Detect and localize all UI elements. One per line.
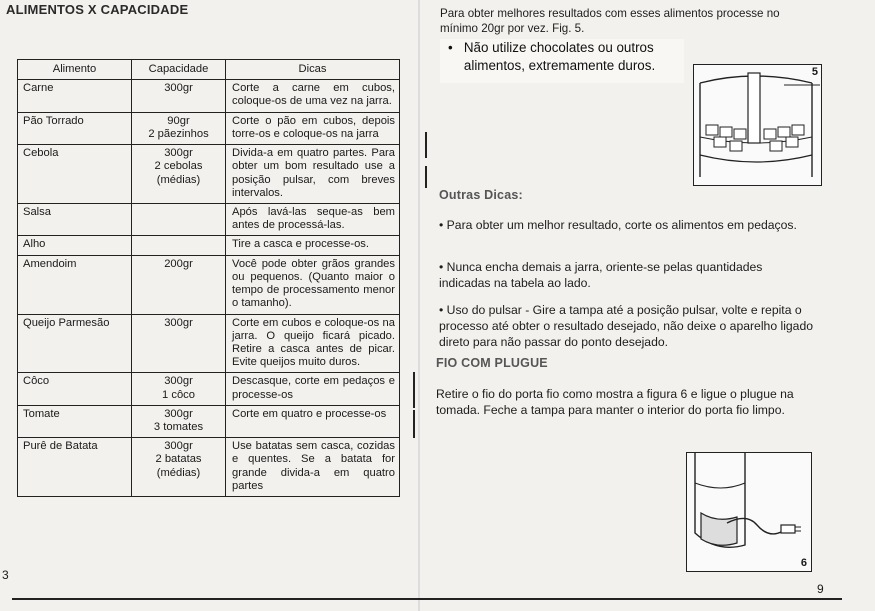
page-fold [418, 0, 420, 611]
bullet-icon: • [448, 40, 453, 55]
cell-alimento: Alho [18, 236, 132, 255]
table-row [18, 405, 400, 437]
intro-text: Para obter melhores resultados com esses alimentos processe no mínimo 20gr por vez. Fig. 5. [440, 7, 780, 36]
margin-mark [425, 132, 427, 158]
page-title: ALIMENTOS X CAPACIDADE [6, 2, 189, 17]
cell-dicas: Descasque, corte em pedaços e processe-os [226, 373, 400, 405]
cell-capacidade: 300gr 2 batatas (médias) [132, 438, 226, 497]
tip-text: Uso do pulsar - Gire a tampa até a posição pulsar, volte e repita o processo até obter o resultado desejado, não deixe o aparelho ligado direto para não passar do ponto desejado. [439, 303, 814, 349]
cell-dicas: Você pode obter grãos grandes ou pequenos. (Quanto maior o tempo de processamento menor o tamanho). [226, 255, 400, 314]
margin-mark [413, 372, 415, 408]
cell-alimento: Queijo Parmesão [18, 314, 132, 373]
tip-item: • Uso do pulsar - Gire a tampa até a posição pulsar, volte e repita o processo até obter o resultado desejado, não deixe o aparelho ligado direto para não passar do ponto desejado. [439, 303, 814, 349]
cell-capacidade: 300gr [132, 314, 226, 373]
table-row [18, 203, 400, 235]
table-row [18, 112, 400, 144]
table-row [18, 314, 400, 373]
cell-dicas: Tire a casca e processe-os. [226, 236, 400, 255]
table-row [18, 80, 400, 112]
cell-dicas: Divida-a em quatro partes. Para obter um bom resultado use a posição pulsar, com breves intervalos. [226, 145, 400, 204]
figure-6-label: 6 [800, 557, 807, 569]
figure-5-label: 5 [811, 66, 818, 78]
cell-alimento: Pão Torrado [18, 112, 132, 144]
header-capacidade: Capacidade [132, 60, 226, 80]
cell-dicas: Corte em cubos e coloque-os na jarra. O queijo ficará picado. Retire a casca antes de picar. Evite queijos muito duros. [226, 314, 400, 373]
bottom-rule [12, 598, 842, 600]
left-page [0, 0, 420, 611]
cell-capacidade: 90gr 2 pãezinhos [132, 112, 226, 144]
cell-alimento: Côco [18, 373, 132, 405]
margin-mark [425, 166, 427, 188]
page-number-left: 3 [2, 568, 9, 582]
cell-alimento: Salsa [18, 203, 132, 235]
table-header-row [18, 60, 400, 80]
fio-text: Retire o fio do porta fio como mostra a figura 6 e ligue o plugue na tomada. Feche a tampa para manter o interior do porta fio limpo. [436, 387, 794, 417]
cell-capacidade: 200gr [132, 255, 226, 314]
cell-capacidade [132, 236, 226, 255]
cell-capacidade [132, 203, 226, 235]
margin-mark [413, 410, 415, 438]
cell-dicas: Corte em quatro e processe-os [226, 405, 400, 437]
table-row [18, 373, 400, 405]
figure-5 [693, 64, 822, 186]
cell-alimento: Amendoim [18, 255, 132, 314]
cell-capacidade: 300gr [132, 80, 226, 112]
tip-text: Nunca encha demais a jarra, oriente-se pelas quantidades indicadas na tabela ao lado. [439, 260, 763, 290]
table-row [18, 438, 400, 497]
cell-alimento: Tomate [18, 405, 132, 437]
cord-storage-illustration [687, 453, 811, 571]
food-processor-jar-illustration [694, 65, 821, 185]
cell-alimento: Purê de Batata [18, 438, 132, 497]
header-alimento: Alimento [18, 60, 132, 80]
cell-dicas: Após lavá-las seque-as bem antes de processá-las. [226, 203, 400, 235]
tip-item: • Nunca encha demais a jarra, oriente-se pelas quantidades indicadas na tabela ao lado. [439, 260, 763, 290]
cell-dicas: Corte a carne em cubos, coloque-os de uma vez na jarra. [226, 80, 400, 112]
figure-6 [686, 452, 812, 572]
fio-heading: FIO COM PLUGUE [436, 356, 548, 370]
cell-dicas: Use batatas sem casca, cozidas e quentes. Se a batata for grande divida-a em quatro partes [226, 438, 400, 497]
tip-item: • Para obter um melhor resultado, corte os alimentos em pedaços. [439, 218, 797, 232]
warning-note [440, 39, 684, 83]
cell-capacidade: 300gr 3 tomates [132, 405, 226, 437]
page-number-right: 9 [817, 582, 824, 596]
cell-alimento: Carne [18, 80, 132, 112]
cell-dicas: Corte o pão em cubos, depois torre-os e coloque-os na jarra [226, 112, 400, 144]
capacity-table [17, 59, 400, 497]
header-dicas: Dicas [226, 60, 400, 80]
outras-dicas-heading: Outras Dicas: [439, 188, 523, 202]
warning-note-text: Não utilize chocolates ou outros alimentos, extremamente duros. [463, 40, 656, 73]
table-row [18, 145, 400, 204]
table-row [18, 236, 400, 255]
cell-alimento: Cebola [18, 145, 132, 204]
cell-capacidade: 300gr 2 cebolas (médias) [132, 145, 226, 204]
table-row [18, 255, 400, 314]
cell-capacidade: 300gr 1 côco [132, 373, 226, 405]
tip-text: Para obter um melhor resultado, corte os alimentos em pedaços. [446, 218, 797, 232]
